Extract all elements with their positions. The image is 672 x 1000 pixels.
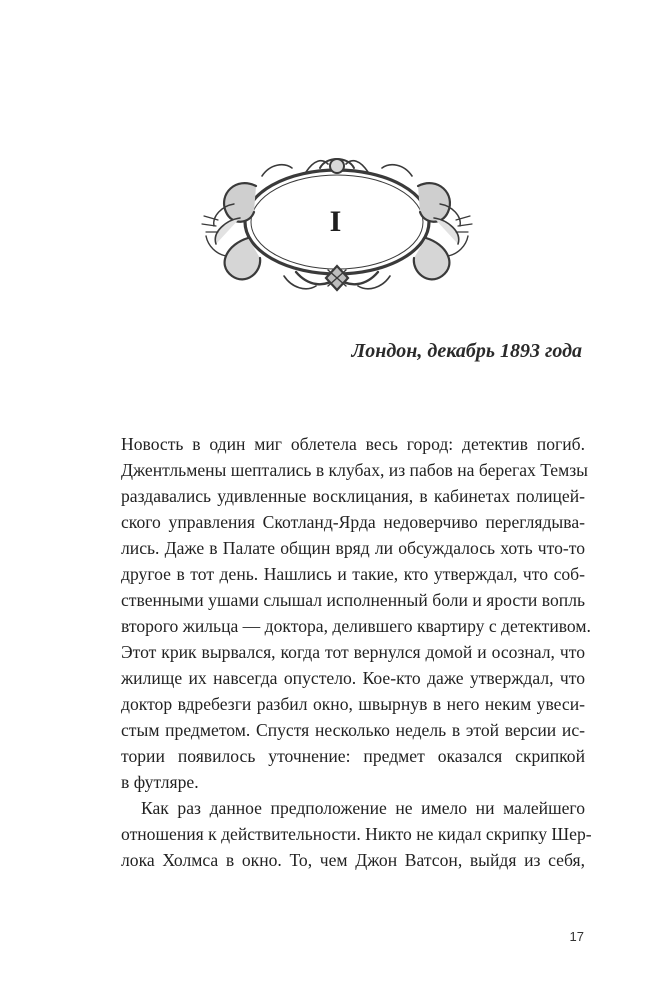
text-line: ственными ушами слышал исполненный боли и ярости вопль bbox=[121, 590, 585, 610]
text-line: другое в тот день. Нашлись и такие, кто утверждал, что соб- bbox=[121, 564, 585, 584]
chapter-number: I bbox=[329, 205, 343, 238]
text-line: жилище их навсегда опустело. Кое-кто даже утверждал, что bbox=[121, 668, 585, 688]
chapter-place-date: Лондон, декабрь 1893 года bbox=[351, 340, 582, 362]
text-line: второго жильца — доктора, делившего квартиру с детективом. bbox=[121, 616, 591, 636]
paragraph bbox=[121, 431, 591, 795]
text-line: доктор вдребезги разбил окно, швырнув в него неким увеси- bbox=[121, 694, 585, 714]
text-line: раздавались удивленные восклицания, в кабинетах полицей- bbox=[121, 486, 585, 506]
chapter-body-text bbox=[121, 431, 592, 873]
text-line: отношения к действительности. Никто не кидал скрипку Шер- bbox=[121, 824, 592, 844]
text-line: стым предметом. Спустя несколько недель в этой версии ис- bbox=[121, 720, 585, 740]
text-line: лока Холмса в окно. То, чем Джон Ватсон, выйдя из себя, bbox=[121, 850, 585, 870]
text-line: Как раз данное предположение не имело ни малейшего bbox=[141, 798, 585, 818]
text-line: лись. Даже в Палате общин вряд ли обсуждалось хоть что-то bbox=[121, 538, 585, 558]
paragraph bbox=[121, 795, 592, 873]
text-line: ского управления Скотланд-Ярда недоверчиво переглядыва- bbox=[121, 512, 585, 532]
page-number: 17 bbox=[569, 929, 584, 944]
text-line: Новость в один миг облетела весь город: детектив погиб. bbox=[121, 434, 585, 454]
text-line: Этот крик вырвался, когда тот вернулся домой и осознал, что bbox=[121, 642, 585, 662]
text-line: Джентльмены шептались в клубах, из пабов на берегах Темзы bbox=[121, 460, 589, 480]
text-line: тории появилось уточнение: предмет оказался скрипкой bbox=[121, 746, 585, 766]
text-line: в футляре. bbox=[121, 772, 199, 792]
